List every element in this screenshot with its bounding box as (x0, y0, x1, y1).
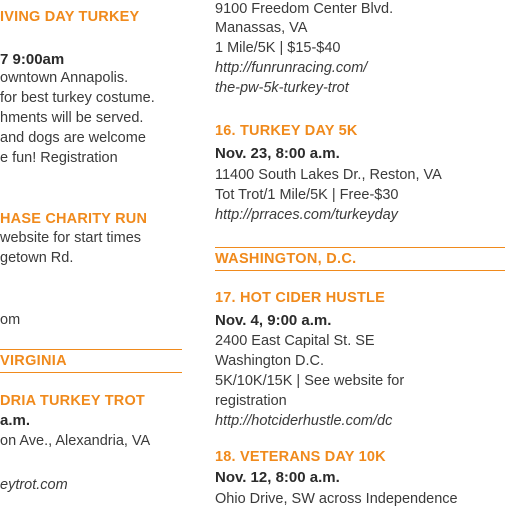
event-title: DRIA TURKEY TROT (0, 393, 145, 409)
event-text: website for start times (0, 230, 142, 246)
event-title: HASE CHARITY RUN (0, 211, 148, 227)
event-title: IVING DAY TURKEY (0, 9, 140, 25)
event-text: 9100 Freedom Center Blvd. (215, 1, 394, 17)
event-text: om (0, 312, 21, 328)
event-text: Ohio Drive, SW across Independence (215, 491, 458, 507)
event-text: owntown Annapolis. (0, 70, 129, 86)
event-text: 5K/10K/15K | See website for (215, 373, 405, 389)
event-text: Washington D.C. (215, 353, 325, 369)
event-date: Nov. 12, 8:00 a.m. (215, 469, 340, 486)
event-link[interactable]: http://funrunracing.com/ (215, 60, 368, 76)
event-text: on Ave., Alexandria, VA (0, 433, 151, 449)
event-text: getown Rd. (0, 250, 74, 266)
event-date: Nov. 23, 8:00 a.m. (215, 145, 340, 162)
event-title: 17. HOT CIDER HUSTLE (215, 290, 385, 306)
event-text: 11400 South Lakes Dr., Reston, VA (215, 167, 442, 183)
event-link[interactable]: http://prraces.com/turkeyday (215, 207, 398, 223)
event-title: 18. VETERANS DAY 10K (215, 449, 386, 465)
event-title: 16. TURKEY DAY 5K (215, 123, 358, 139)
event-text: 2400 East Capital St. SE (215, 333, 375, 349)
event-text: Tot Trot/1 Mile/5K | Free-$30 (215, 187, 399, 203)
event-text: 1 Mile/5K | $15-$40 (215, 40, 341, 56)
event-text: e fun! Registration (0, 150, 118, 166)
event-date: a.m. (0, 412, 31, 429)
event-link[interactable]: the-pw-5k-turkey-trot (215, 80, 349, 96)
event-text: Manassas, VA (215, 20, 308, 36)
event-date: 7 9:00am (0, 51, 65, 68)
event-text: hments will be served. (0, 110, 144, 126)
event-link[interactable]: eytrot.com (0, 477, 68, 493)
event-text: for best turkey costume. (0, 90, 155, 106)
section-header-virginia: VIRGINIA (0, 349, 182, 373)
event-text: registration (215, 393, 287, 409)
event-date: Nov. 4, 9:00 a.m. (215, 312, 332, 329)
event-link[interactable]: http://hotciderhustle.com/dc (215, 413, 393, 429)
section-header-washington-dc: WASHINGTON, D.C. (215, 247, 505, 271)
event-text: and dogs are welcome (0, 130, 146, 146)
